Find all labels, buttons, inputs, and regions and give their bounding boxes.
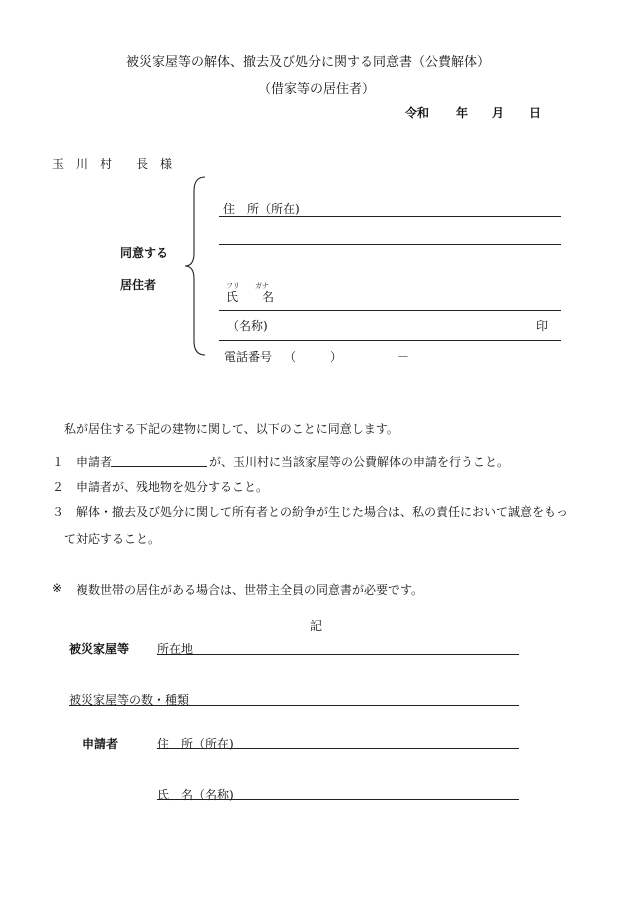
applicant-label: 申請者 (82, 737, 119, 751)
phone-dash: － (397, 350, 410, 364)
note-mark: ※ (52, 581, 63, 595)
note-text: 複数世帯の居住がある場合は、世帯主全員の同意書が必要です。 (76, 583, 424, 597)
document-subtitle: （借家等の居住者） (258, 82, 376, 97)
furigana-label-2: ガナ (255, 282, 269, 290)
furigana-label-1: フリ (226, 282, 240, 290)
location-label: 所在地 (157, 642, 194, 656)
item-3-text-line-2: て対応すること。 (64, 532, 161, 546)
item-1-suffix: が、玉川村に当該家屋等の公費解体の申請を行うこと。 (209, 455, 510, 469)
addressee-name: 玉 川 村 (52, 157, 113, 171)
resident-name-alt-line[interactable] (219, 340, 561, 341)
applicant-name-line[interactable] (157, 799, 519, 800)
document-title: 被災家屋等の解体、撤去及び処分に関する同意書（公費解体） (126, 55, 491, 70)
item-3-number: ３ (52, 505, 65, 519)
item-2-text: 申請者が、残地物を処分すること。 (76, 480, 269, 494)
record-heading: 記 (310, 619, 323, 633)
consenting-resident-label-2: 居住者 (120, 278, 157, 292)
consenting-resident-label-1: 同意する (120, 246, 169, 260)
item-1-number: １ (52, 455, 65, 469)
date-era: 令和 (405, 106, 430, 120)
resident-name-line[interactable] (219, 310, 561, 311)
phone-close-paren: ） (330, 350, 343, 364)
item-1-prefix: 申請者 (76, 455, 113, 469)
applicant-name-label: 氏 名（名称) (157, 788, 234, 802)
applicant-address-label: 住 所（所在) (157, 737, 234, 751)
house-count-line[interactable] (69, 705, 519, 706)
resident-address-label: 住 所（所在) (223, 202, 300, 216)
resident-name-label: 氏 名 (226, 290, 275, 304)
item-2-number: ２ (52, 480, 65, 494)
intro-text: 私が居住する下記の建物に関して、以下のことに同意します。 (64, 422, 399, 436)
resident-address-line-1[interactable] (219, 216, 561, 217)
house-count-label: 被災家屋等の数・種類 (69, 693, 190, 707)
phone-label: 電話番号 (224, 350, 273, 364)
applicant-blank-line[interactable] (111, 466, 207, 467)
curly-brace (183, 175, 209, 357)
applicant-address-line[interactable] (157, 748, 519, 749)
addressee-title: 長 様 (136, 157, 173, 171)
resident-name-alt-label: （名称) (227, 319, 268, 333)
house-label: 被災家屋等 (69, 642, 130, 656)
resident-address-line-2[interactable] (219, 244, 561, 245)
location-line[interactable] (157, 654, 519, 655)
date-year: 年 (456, 106, 469, 120)
date-day: 日 (529, 106, 542, 120)
seal-mark: 印 (536, 319, 549, 333)
item-3-text-line-1: 解体・撤去及び処分に関して所有者との紛争が生じた場合は、私の責任において誠意をもっ (76, 505, 569, 519)
phone-open-paren: （ (284, 350, 297, 364)
date-month: 月 (492, 106, 505, 120)
